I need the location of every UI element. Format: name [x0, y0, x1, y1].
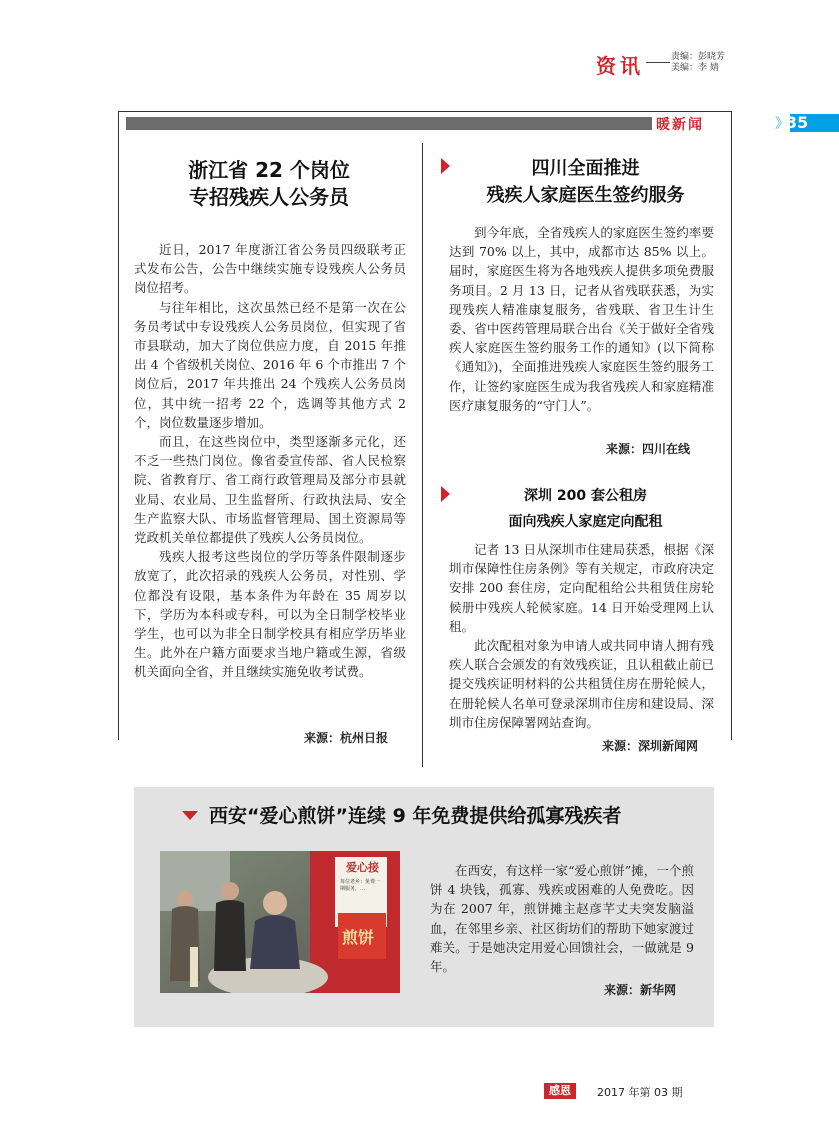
article1-title-line2: 专招残疾人公务员 — [189, 185, 349, 209]
page-number: 35 — [786, 113, 809, 132]
article1-paragraph: 与往年相比，这次虽然已经不是第一次在公务员考试中专设残疾人公务员岗位，但实现了省市县联动，加大了岗位供应力度，自 2015 年推出 4 个省级机关岗位、2016 年 6 个市推出 7 个岗位后，2017 年共推出 24 个残疾人公务员岗位，其中统一招考 22 个，选调等其他方式 2 个，岗位数量逐步增加。 — [134, 299, 406, 430]
article2-source: 来源：四川在线 — [606, 442, 691, 456]
article1-paragraph: 近日，2017 年度浙江省公务员四级联考正式发布公告，公告中继续实施专设残疾人公务员岗位招考。 — [134, 242, 406, 296]
section-title: 资讯 — [596, 54, 644, 78]
issue-label: 2017 年第 03 期 — [597, 1086, 683, 1099]
photo-board-title: 爱心接 — [346, 861, 379, 874]
photo-board-note: 每位老乡：免费一期服务，… — [340, 879, 381, 892]
article2-body — [449, 223, 714, 415]
article2-title — [433, 155, 738, 209]
article3-paragraph: 此次配租对象为申请人或共同申请人拥有残疾人联合会颁发的有效残疾证，且认租截止前已提交残疾证明材料的公共租赁住房在册轮候人，在册轮候人名单可登录深圳市住房和建设局、深圳市住房保障署网站查询。 — [449, 638, 714, 730]
article3-title-line2: 面向残疾人家庭定向配租 — [508, 514, 663, 530]
column-name: 暖新闻 — [656, 117, 704, 133]
article2-paragraph: 到今年底，全省残疾人的家庭医生签约率要达到 70% 以上，其中，成都市达 85% 以上。届时，家庭医生将为各地残疾人提供多项免费服务项目。2 月 13 日，记者从省残联获悉，为实现残疾人精准康复服务，省残联、省卫生计生委、省中医药管理局联合出台《关于做好全省残疾人家庭医生签约服务工作的通知》(以下简称《通知》)，全面推进残疾人家庭医生签约服务工作，让签约家庭医生成为我省残疾人和家庭精准医疗康复服务的“守门人”。 — [449, 225, 714, 413]
article1-paragraph: 残疾人报考这些岗位的学历等条件限制逐步放宽了，此次招录的残疾人公务员，对性别、学位都没有设限，基本条件为年龄在 35 周岁以下，学历为本科或专科，可以为全日制学校毕业学生，也可以为非全日制学校具有相应学历毕业生。此外在户籍方面要求当地户籍或生源，省级机关面向全省，并且继续实施免收考试费。 — [134, 549, 406, 680]
editor-line: 责编：彭晓芳 — [671, 52, 726, 62]
article3-source: 来源：深圳新闻网 — [598, 737, 698, 754]
photo-banner: 煎饼 — [342, 928, 375, 947]
designer-line: 美编：李 婧 — [671, 63, 719, 73]
column-bar — [126, 117, 652, 130]
article4-title: 西安“爱心煎饼”连续 9 年免费提供给孤寡残疾者 — [209, 805, 622, 827]
article1-title — [134, 157, 404, 211]
pancake-stall-photo — [160, 851, 400, 993]
column-divider — [422, 143, 423, 767]
magazine-logo: 感恩 — [544, 1083, 576, 1099]
article1-paragraph: 而且，在这些岗位中，类型逐渐多元化，还不乏一些热门岗位。像省委宣传部、省人民检察院、省教育厅、省工商行政管理局及部分市县就业局、农业局、卫生监督所、行政执法局、安全生产监察大队、市场监督管理局、国土资源局等党政机关单位都提供了残疾人公务员岗位。 — [134, 434, 406, 546]
article1-body — [134, 240, 406, 682]
article3-paragraph: 记者 13 日从深圳市住建局获悉，根据《深圳市保障性住房条例》等有关规定，市政府决定安排 200 套住房，定向配租给公共租赁住房轮候册中残疾人轮候家庭。14 日开始受理网上认租。 — [449, 542, 714, 634]
editor-credits — [671, 52, 725, 74]
header-rule — [646, 62, 670, 63]
article3-body — [449, 540, 714, 732]
article3-title-line1: 深圳 200 套公租房 — [524, 488, 647, 504]
article4-source: 来源：新华网 — [604, 983, 677, 997]
triangle-down-icon — [182, 811, 198, 820]
article4-paragraph: 在西安，有这样一家“爱心煎饼”摊，一个煎饼 4 块钱，孤寡、残疾或困难的人免费吃。因为在 2007 年，煎饼摊主赵彦芊丈夫突发脑溢血，在邻里乡亲、社区街坊们的帮助下她家渡过难关。于是她决定用爱心回馈社会，一做就是 9 年。 — [430, 863, 694, 975]
article2-title-line2: 残疾人家庭医生签约服务 — [486, 185, 685, 206]
article3-title — [433, 483, 738, 535]
article2-title-line1: 四川全面推进 — [531, 158, 640, 179]
article1-source: 来源：杭州日报 — [304, 731, 389, 745]
page-arrows: 》 — [775, 113, 790, 133]
article4-body — [430, 861, 694, 976]
article1-title-line1: 浙江省 22 个岗位 — [188, 158, 350, 182]
